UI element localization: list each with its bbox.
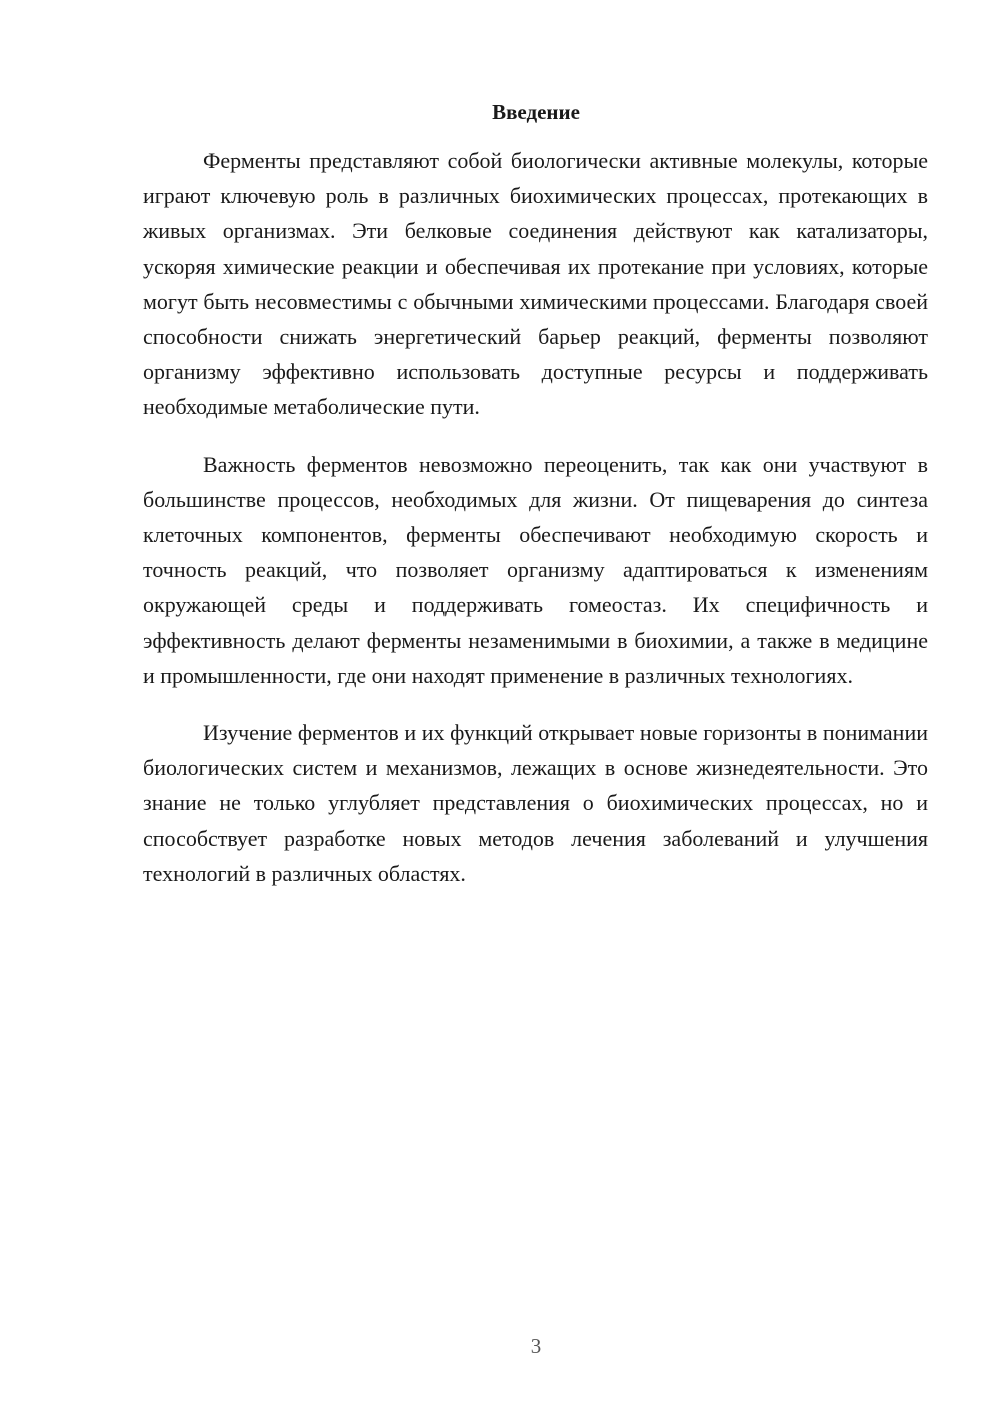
paragraph-3: Изучение ферментов и их функций открывает новые горизонты в понимании биологических систем и механизмов, лежащих в основе жизнедеятельности. Это знание не только углубляет представления о биохимических процессах, но и способствует разработке новых методов лечения заболеваний и улучшения технологий в различных областях. [143,720,928,886]
paragraph-2: Важность ферментов невозможно переоценить, так как они участвуют в большинстве процессов, необходимых для жизни. От пищеварения до синтеза клеточных компонентов, ферменты обеспечивают необходимую скорость и точность реакций, что позволяет организму адаптироваться к изменениям окружающей среды и поддерживать гомеостаз. Их специфичность и эффективность делают ферменты незаменимыми в биохимии, а также в медицине и промышленности, где они находят применение в различных технологиях. [143,451,928,688]
page-number: 3 [530,1334,542,1358]
body-text [143,143,928,913]
section-title: Введение [492,100,580,124]
paragraph-1: Ферменты представляют собой биологически активные молекулы, которые играют ключевую роль в различных биохимических процессах, протекающих в живых организмах. Эти белковые соединения действуют как катализаторы, ускоряя химические реакции и обеспечивая их протекание при условиях, которые могут быть несовместимы с обычными химическими процессами. Благодаря своей способности снижать энергетический барьер реакций, ферменты позволяют организму эффективно использовать доступные ресурсы и поддерживать необходимые метаболические пути. [143,148,928,420]
